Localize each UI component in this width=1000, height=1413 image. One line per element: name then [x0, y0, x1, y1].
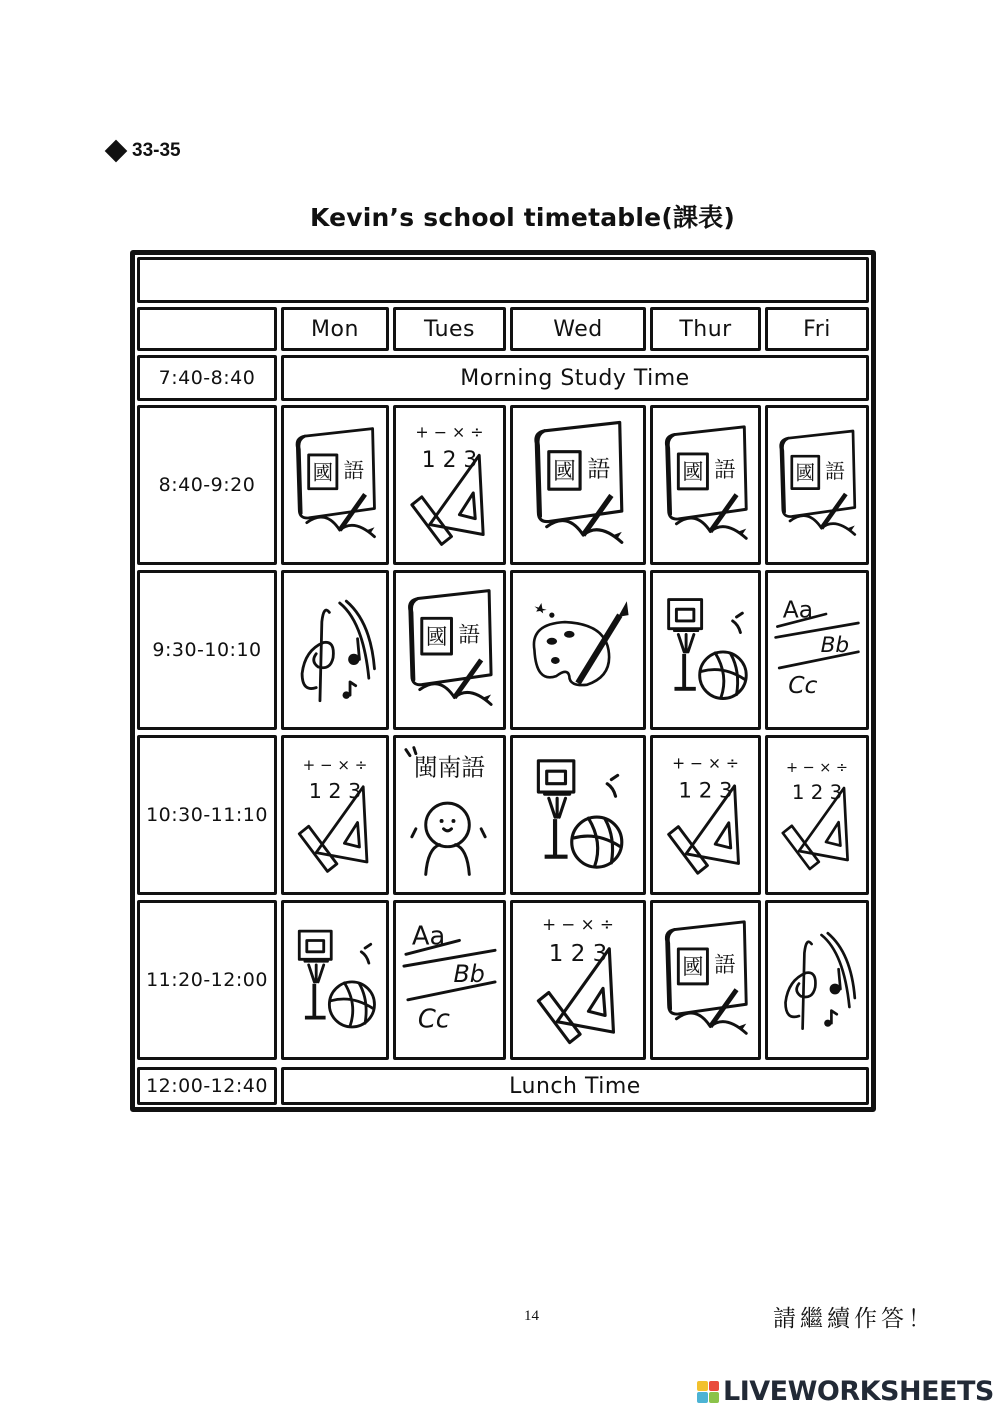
brand-text: LIVEWORKSHEETS	[723, 1376, 994, 1407]
lesson-cell-wed-3	[510, 735, 646, 895]
svg-text:+ − × ÷: + − × ÷	[542, 914, 614, 934]
chinese-icon	[657, 907, 754, 1053]
time-slot: 12:00-12:40	[137, 1067, 277, 1105]
lesson-cell-fri-4	[765, 900, 869, 1060]
time-slot: 8:40-9:20	[137, 405, 277, 565]
diamond-bullet-icon	[105, 140, 128, 163]
svg-text:國: 國	[425, 625, 448, 651]
svg-text:語: 語	[587, 456, 611, 483]
chinese-icon	[517, 412, 639, 558]
svg-text:國: 國	[682, 460, 704, 486]
svg-text:1 2 3: 1 2 3	[308, 779, 362, 804]
svg-text:Bb: Bb	[820, 632, 850, 658]
lesson-cell-tues-2	[393, 570, 506, 730]
svg-text:Aa: Aa	[782, 595, 814, 624]
svg-text:+ − × ÷: + − × ÷	[672, 754, 739, 773]
english-icon	[400, 907, 499, 1053]
svg-text:Bb: Bb	[453, 959, 485, 988]
minnan-icon	[400, 742, 499, 888]
lesson-cell-wed-2	[510, 570, 646, 730]
math-icon	[400, 412, 499, 558]
svg-text:語: 語	[714, 458, 736, 484]
art-icon	[517, 577, 639, 723]
document-title: Kevin’s school timetable(課表)	[310, 203, 735, 232]
chinese-icon	[288, 412, 382, 558]
brand-mark-square	[709, 1381, 720, 1392]
timetable	[130, 250, 876, 1112]
svg-text:1 2 3: 1 2 3	[548, 941, 608, 968]
liveworksheets-logo	[697, 1376, 994, 1407]
blank-top-row	[137, 257, 869, 303]
pe-icon	[517, 742, 639, 888]
day-header-fri: Fri	[765, 307, 869, 351]
svg-text:Aa: Aa	[411, 921, 446, 952]
svg-text:語: 語	[825, 459, 845, 483]
corner-cell	[137, 307, 277, 351]
svg-text:語: 語	[714, 953, 736, 979]
day-header-tues: Tues	[393, 307, 506, 351]
music-icon	[772, 907, 862, 1053]
svg-text:1 2 3: 1 2 3	[421, 448, 478, 474]
time-slot: 10:30-11:10	[137, 735, 277, 895]
day-header-wed: Wed	[510, 307, 646, 351]
svg-text:閩南語: 閩南語	[413, 753, 486, 782]
lesson-cell-thur-3	[650, 735, 761, 895]
chinese-icon	[657, 412, 754, 558]
day-header-mon: Mon	[281, 307, 389, 351]
pe-icon	[657, 577, 754, 723]
svg-text:1 2 3: 1 2 3	[678, 778, 733, 804]
chinese-icon	[772, 412, 862, 558]
svg-text:國: 國	[552, 458, 576, 485]
question-number	[108, 140, 181, 162]
math-icon	[772, 742, 862, 888]
brand-mark-square	[697, 1381, 708, 1392]
svg-text:Cc: Cc	[417, 1004, 450, 1035]
pe-icon	[288, 907, 382, 1053]
question-range: 33-35	[132, 140, 181, 161]
chinese-icon	[400, 577, 499, 723]
lesson-cell-fri-1	[765, 405, 869, 565]
lesson-cell-thur-4	[650, 900, 761, 1060]
lesson-cell-mon-2	[281, 570, 389, 730]
english-icon	[772, 577, 862, 723]
time-slot: 11:20-12:00	[137, 900, 277, 1060]
lesson-cell-mon-1	[281, 405, 389, 565]
svg-text:+ − × ÷: + − × ÷	[415, 422, 484, 442]
svg-text:Cc: Cc	[788, 671, 818, 700]
lesson-cell-thur-2	[650, 570, 761, 730]
brand-mark-square	[709, 1392, 720, 1403]
lunch-time-banner: Lunch Time	[281, 1067, 869, 1105]
svg-text:國: 國	[682, 955, 704, 981]
svg-text:+ − × ÷: + − × ÷	[786, 759, 848, 776]
time-slot: 7:40-8:40	[137, 355, 277, 401]
lesson-cell-tues-3	[393, 735, 506, 895]
lesson-cell-tues-4	[393, 900, 506, 1060]
svg-text:1 2 3: 1 2 3	[791, 780, 843, 804]
svg-text:語: 語	[458, 623, 481, 649]
svg-text:+ − × ÷: + − × ÷	[302, 755, 368, 774]
math-icon	[288, 742, 382, 888]
lesson-cell-thur-1	[650, 405, 761, 565]
continue-note: 請繼續作答！	[773, 1306, 935, 1332]
music-icon	[288, 577, 382, 723]
morning-study-banner: Morning Study Time	[281, 355, 869, 401]
lesson-cell-fri-2	[765, 570, 869, 730]
brand-mark-square	[697, 1392, 708, 1403]
lesson-cell-fri-3	[765, 735, 869, 895]
time-slot: 9:30-10:10	[137, 570, 277, 730]
math-icon	[657, 742, 754, 888]
lesson-cell-mon-3	[281, 735, 389, 895]
svg-text:國: 國	[795, 461, 816, 485]
lesson-cell-wed-4	[510, 900, 646, 1060]
day-header-thur: Thur	[650, 307, 761, 351]
brand-mark-icon	[697, 1381, 719, 1403]
lesson-cell-tues-1	[393, 405, 506, 565]
lesson-cell-wed-1	[510, 405, 646, 565]
page-number: 14	[524, 1308, 539, 1324]
svg-text:語: 語	[343, 458, 365, 483]
svg-text:國: 國	[312, 460, 334, 485]
lesson-cell-mon-4	[281, 900, 389, 1060]
math-icon	[517, 907, 639, 1053]
